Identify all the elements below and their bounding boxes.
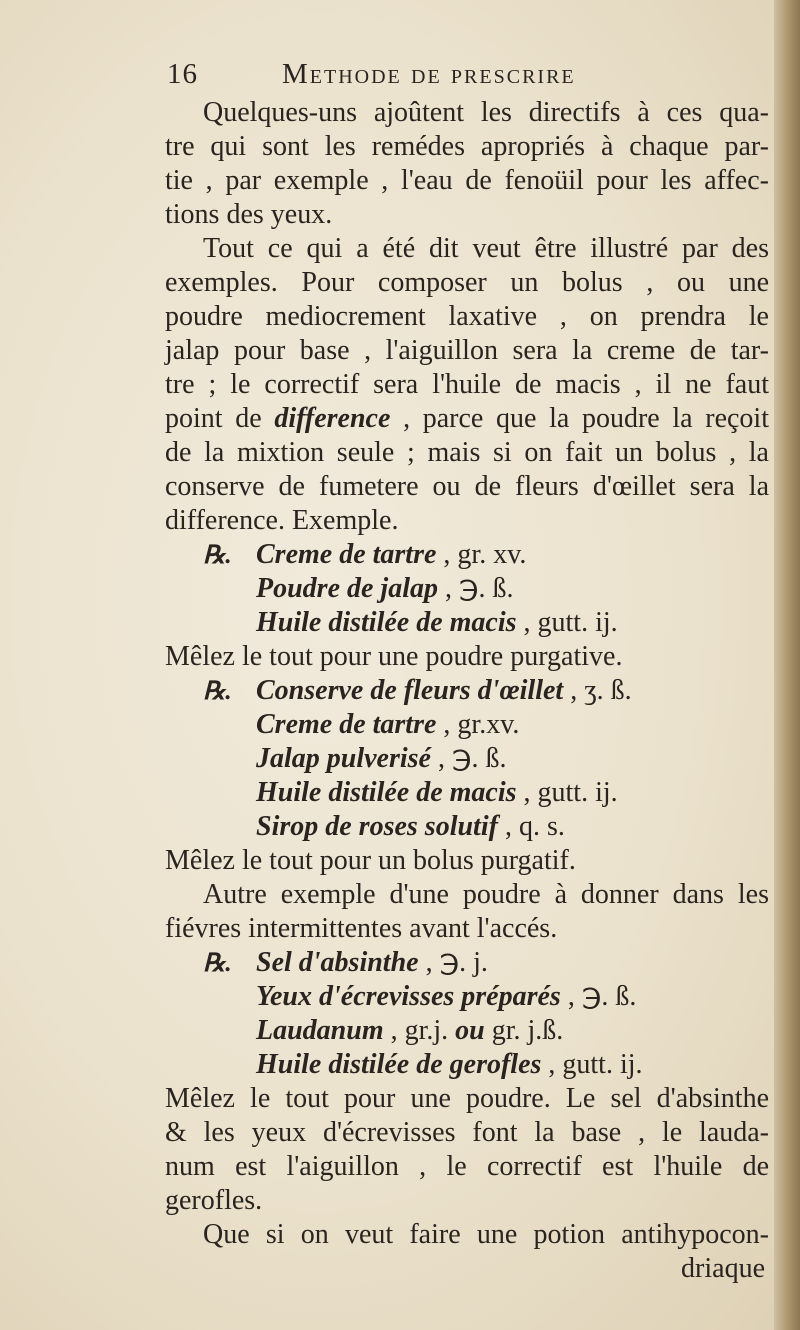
recipe-line [165,538,769,572]
recipe-line [165,1014,769,1048]
ingredient: Poudre de jalap [256,573,438,604]
text-line: Autre exemple d'une poudre à donner dans les [203,879,769,910]
ingredient: Huile distilée de macis [256,607,517,638]
text-line: poudre mediocrement laxative , on prendra le [165,301,769,332]
text-line: Quelques-uns ajoûtent les directifs à ces qua- [203,97,769,128]
page-number: 16 [167,58,198,90]
recipe-line [165,708,769,742]
text-line: conserve de fumetere ou de fleurs d'œillet sera la [165,471,769,502]
text-line: tre ; le correctif sera l'huile de macis , il ne faut [165,369,769,400]
italic-term: ou [455,1015,485,1046]
body-text [165,96,769,1286]
text-line: fiévres intermittentes avant l'accés. [165,913,558,944]
ingredient: Creme de tartre [256,709,437,740]
recipe-line [165,810,769,844]
recipe-symbol: ℞. [203,542,232,569]
dose: , q. s. [497,811,565,842]
recipe-line [165,946,769,980]
text-line: Tout ce qui a été dit veut être illustré par des [203,233,769,264]
recipe-line [165,742,769,776]
text-line: difference. Exemple. [165,505,399,536]
text-line: tions des yeux. [165,199,333,230]
dose: , ℈. ß. [438,573,514,604]
dose: , gr.j. [383,1015,456,1046]
text-line: gerofles. [165,1185,263,1216]
catchword: driaque [681,1253,765,1284]
dose: gr. j.ß. [484,1015,564,1046]
text-line: tie , par exemple , l'eau de fenoüil pour les affec- [165,165,769,196]
ingredient: Sirop de roses solutif [256,811,498,842]
recipe-line [165,776,769,810]
ingredient: Jalap pulverisé [256,743,431,774]
dose: , ℈. ß. [431,743,507,774]
dose: , gr. xv. [436,539,527,570]
recipe-line [165,674,769,708]
text-line: Mêlez le tout pour une poudre purgative. [165,641,623,672]
dose: , ℈. ß. [560,981,637,1012]
dose: , gutt. ij. [516,607,618,638]
dose: , ʒ. ß. [563,675,632,706]
text-line: Mêlez le tout pour une poudre. Le sel d'absinthe [165,1083,769,1114]
recipe-symbol: ℞. [203,950,232,977]
text-line [165,402,769,436]
ingredient: Laudanum [256,1015,384,1046]
text-span: point de [165,403,275,434]
dose: , ℈. j. [418,947,488,978]
ingredient: Huile distilée de macis [256,777,517,808]
running-head: Methode de prescrire [282,58,576,90]
page-header [167,58,667,98]
text-line: Que si on veut faire une potion antihypocon- [203,1219,769,1250]
recipe-line [165,1048,769,1082]
page-edge [774,0,800,1330]
text-line: jalap pour base , l'aiguillon sera la creme de tar- [165,335,769,366]
text-line: exemples. Pour composer un bolus , ou une [165,267,769,298]
ingredient: Conserve de fleurs d'œillet [256,675,564,706]
text-line: & les yeux d'écrevisses font la base , le lauda- [165,1117,769,1148]
ingredient: Huile distilée de gerofles [256,1049,542,1080]
ingredient: Yeux d'écrevisses préparés [256,981,561,1012]
dose: , gutt. ij. [516,777,618,808]
italic-term: difference [274,403,391,434]
recipe-line [165,606,769,640]
text-line: tre qui sont les remédes apropriés à chaque par- [165,131,769,162]
recipe-line [165,980,769,1014]
dose: , gr.xv. [436,709,520,740]
text-line: num est l'aiguillon , le correctif est l'huile de [165,1151,769,1182]
text-line: de la mixtion seule ; mais si on fait un bolus , la [165,437,769,468]
text-line: Mêlez le tout pour un bolus purgatif. [165,845,576,876]
recipe-symbol: ℞. [203,678,232,705]
ingredient: Creme de tartre [256,539,437,570]
ingredient: Sel d'absinthe [256,947,419,978]
recipe-line [165,572,769,606]
dose: , gutt. ij. [541,1049,643,1080]
text-span: , parce que la poudre la reçoit [390,403,769,434]
